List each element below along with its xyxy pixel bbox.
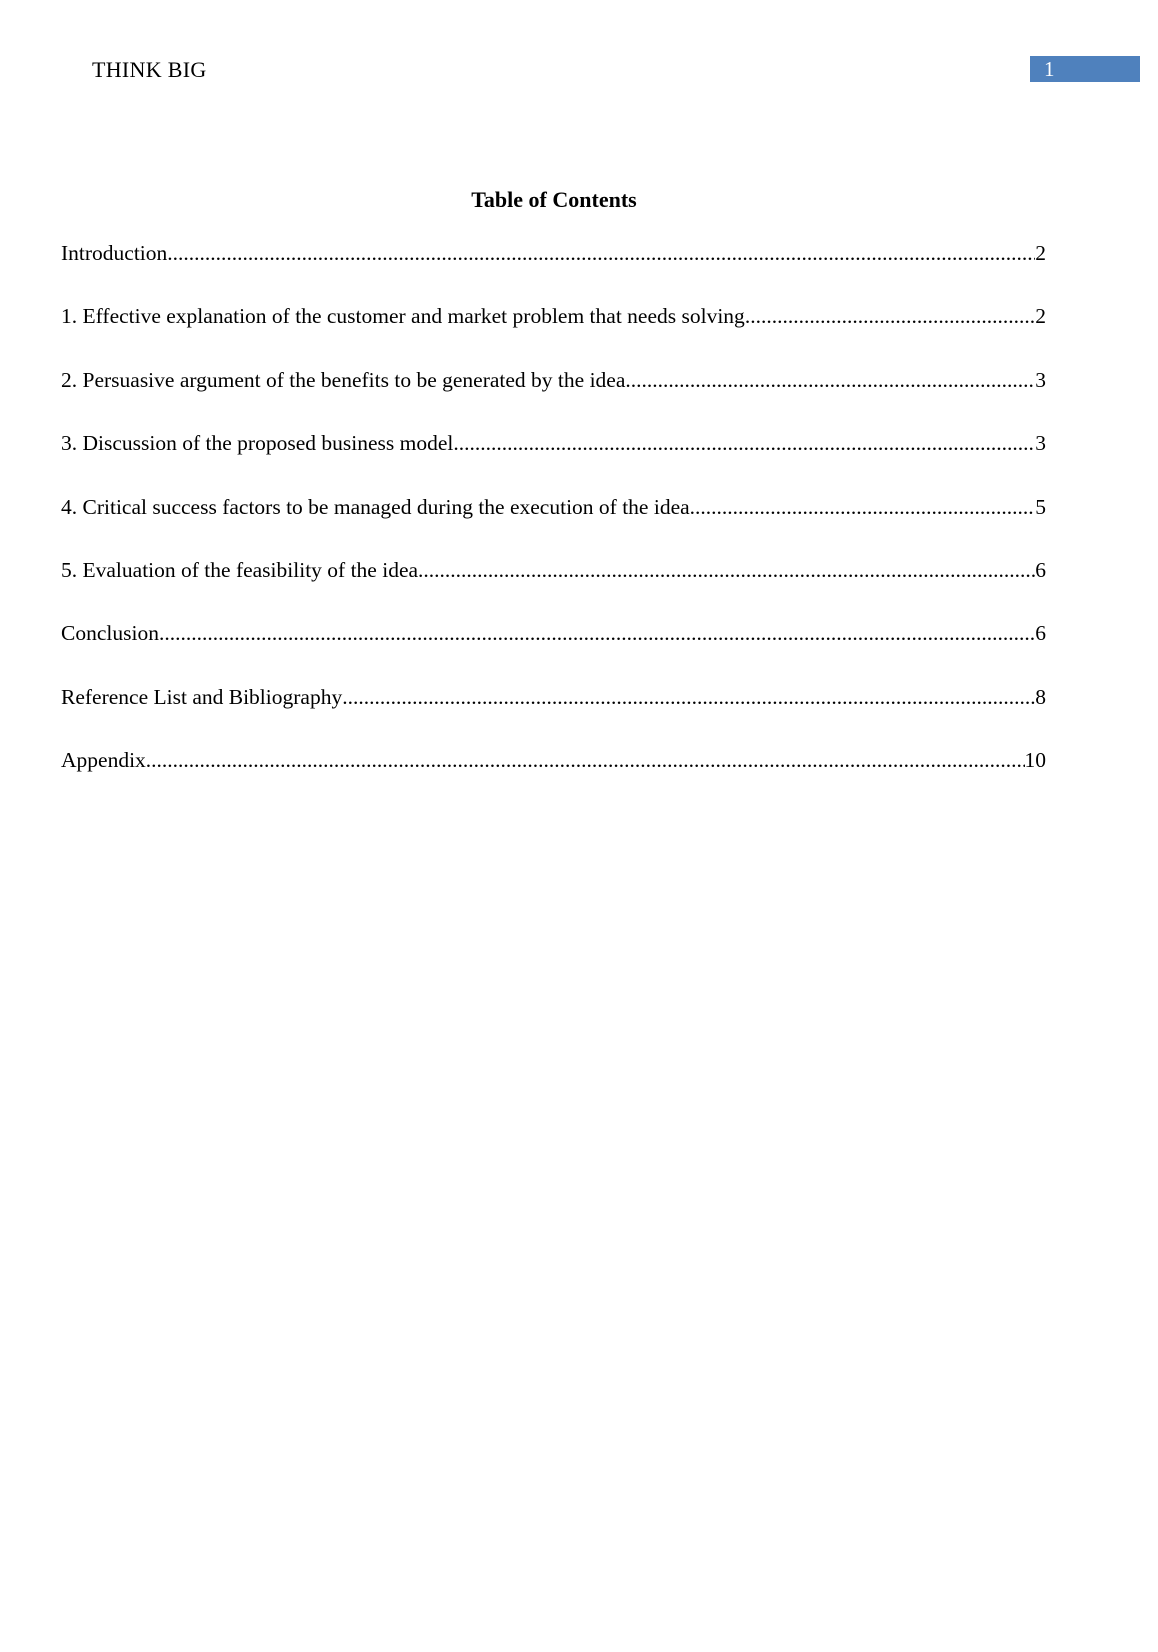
dot-leader	[453, 430, 1035, 456]
toc-entry-section-5[interactable]	[61, 557, 1046, 620]
page-number-badge	[1030, 56, 1140, 82]
toc-entry-page: 2	[1035, 304, 1046, 329]
toc-entry-page: 2	[1035, 241, 1046, 265]
toc-entry-section-2[interactable]	[61, 367, 1046, 430]
toc-entry-page: 6	[1035, 557, 1046, 582]
running-header-title: THINK BIG	[92, 57, 207, 82]
toc-entry-label: 1. Effective explanation of the customer and market problem that needs solving	[61, 304, 745, 329]
toc-entry-page: 8	[1035, 684, 1046, 709]
dot-leader	[167, 240, 1035, 266]
dot-leader	[418, 557, 1035, 583]
dot-leader	[159, 620, 1035, 646]
toc-entry-label: 2. Persuasive argument of the benefits to be generated by the idea	[61, 367, 626, 392]
dot-leader	[745, 303, 1035, 329]
dot-leader	[690, 494, 1036, 520]
toc-entry-section-1[interactable]	[61, 303, 1046, 366]
toc-entry-page: 10	[1024, 748, 1046, 773]
toc-entry-conclusion[interactable]	[61, 620, 1046, 683]
toc-entry-section-3[interactable]	[61, 430, 1046, 493]
toc-entry-page: 6	[1035, 621, 1046, 646]
toc-entry-appendix[interactable]	[61, 747, 1046, 810]
toc-entry-page: 3	[1035, 367, 1046, 392]
toc-entry-introduction[interactable]	[61, 240, 1046, 303]
toc-entry-page: 5	[1035, 494, 1046, 519]
toc-entry-label: 5. Evaluation of the feasibility of the idea	[61, 557, 419, 582]
toc-entry-label: Conclusion	[61, 621, 159, 646]
dot-leader	[625, 367, 1035, 393]
dot-leader	[342, 684, 1035, 710]
toc-entry-references[interactable]	[61, 684, 1046, 747]
toc-entry-label: Reference List and Bibliography	[61, 684, 343, 709]
page-number: 1	[1044, 57, 1055, 81]
toc-entry-label: Introduction	[61, 241, 168, 265]
toc-entry-label: 4. Critical success factors to be managed during the execution of the idea	[61, 494, 690, 519]
toc-entry-section-4[interactable]	[61, 494, 1046, 557]
table-of-contents	[61, 240, 1046, 811]
toc-entry-label: Appendix	[61, 748, 146, 773]
toc-entry-page: 3	[1035, 431, 1046, 456]
dot-leader	[146, 747, 1025, 773]
toc-heading: Table of Contents	[471, 187, 637, 212]
toc-entry-label: 3. Discussion of the proposed business model	[61, 431, 454, 456]
